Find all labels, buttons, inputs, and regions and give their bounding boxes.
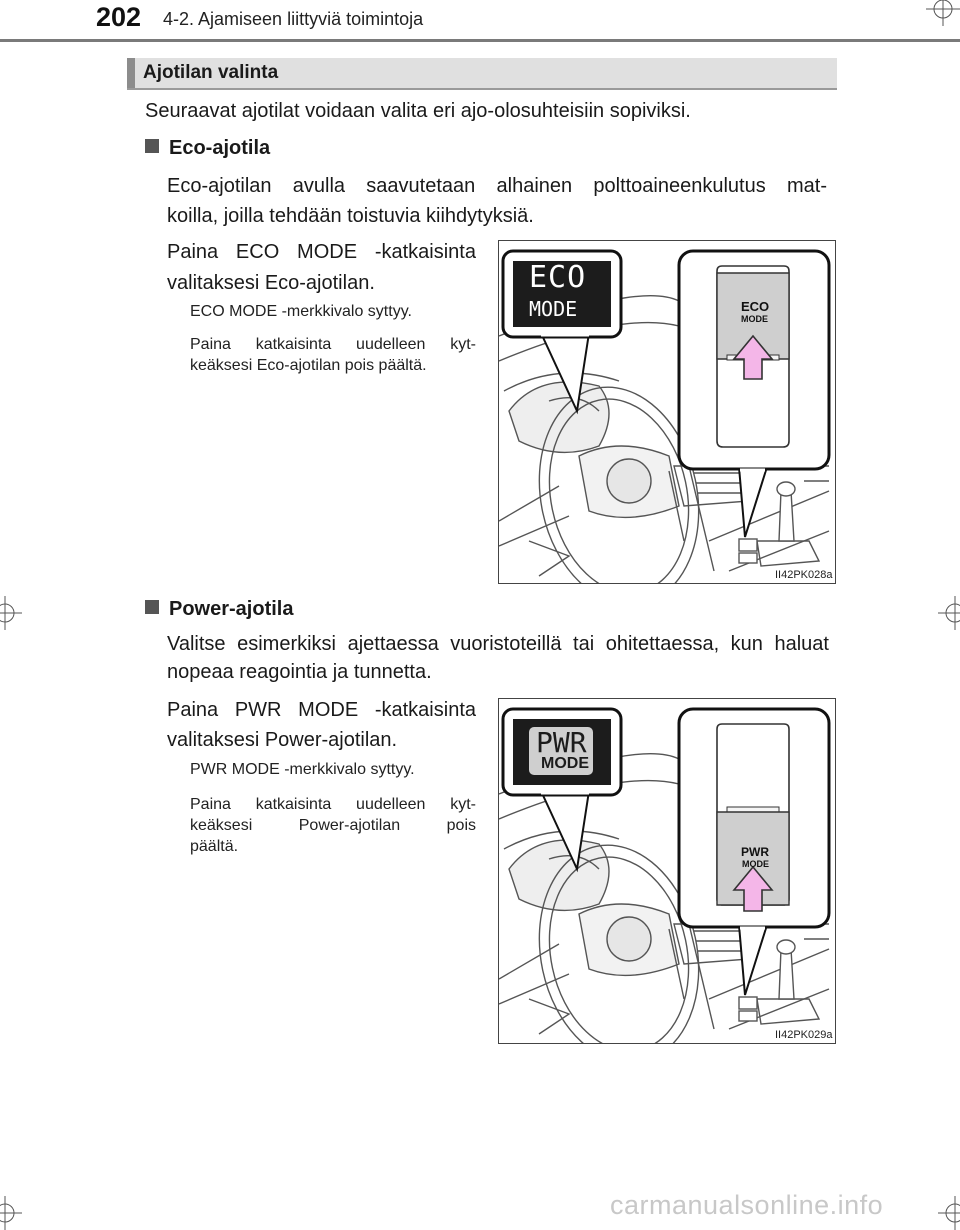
crop-mark-top-right-icon: [926, 0, 960, 26]
chapter-title: 4-2. Ajamiseen liittyviä toimintoja: [163, 9, 424, 29]
section-intro: Seuraavat ajotilat voidaan valita eri ajo-olosuhteisiin sopiviksi.: [145, 100, 691, 122]
eco-note-indicator: ECO MODE -merkkivalo syttyy.: [190, 303, 412, 320]
eco-note-switch-line1: Paina katkaisinta uudelleen kyt-: [190, 336, 476, 353]
eco-press-line1: Paina ECO MODE -katkaisinta: [167, 241, 476, 263]
crop-mark-bottom-left-icon: [0, 1196, 22, 1230]
power-press-line1: Paina PWR MODE -katkaisinta: [167, 699, 476, 721]
header-rule: [0, 39, 960, 42]
eco-description-line1: Eco-ajotilan avulla saavutetaan alhainen polttoaineenkulutus mat-: [167, 175, 827, 197]
power-description-line2: nopeaa reagointia ja tunnetta.: [167, 661, 432, 683]
power-figure-code: II42PK029a: [775, 1029, 833, 1041]
eco-press-line2: valitaksesi Eco-ajotilan.: [167, 272, 375, 294]
power-note-switch-line1: Paina katkaisinta uudelleen kyt-: [190, 796, 476, 813]
power-press-line2: valitaksesi Power-ajotilan.: [167, 729, 398, 751]
power-description-line1: Valitse esimerkiksi ajettaessa vuoristoteillä tai ohitettaessa, kun haluat: [167, 633, 829, 655]
page-number: 202: [96, 2, 142, 32]
section-heading: [127, 58, 837, 90]
power-mode-illustration: [498, 698, 836, 1044]
eco-mode-illustration: [498, 240, 836, 584]
bullet-square-icon: [145, 139, 159, 153]
eco-switch-label-bottom: MODE: [741, 314, 768, 324]
power-indicator-bottom: MODE: [541, 755, 589, 772]
crop-mark-bottom-right-icon: [938, 1196, 960, 1230]
eco-description-line2: koilla, joilla tehdään toistuvia kiihdytyksiä.: [167, 205, 534, 227]
watermark: carmanualsonline.info: [610, 1190, 884, 1220]
eco-indicator-top: ECO: [529, 260, 587, 295]
crop-mark-right-icon: [938, 596, 960, 630]
eco-indicator-bottom: MODE: [529, 297, 578, 321]
power-switch-label-bottom: MODE: [742, 859, 769, 869]
section-accent: [127, 58, 135, 88]
power-note-indicator: PWR MODE -merkkivalo syttyy.: [190, 761, 415, 778]
crop-mark-left-icon: [0, 596, 22, 630]
power-indicator-top: PWR: [536, 726, 587, 759]
section-title: Ajotilan valinta: [143, 62, 279, 83]
eco-figure-code: II42PK028a: [775, 569, 833, 581]
eco-heading: Eco-ajotila: [145, 131, 270, 165]
power-switch-label-top: PWR: [741, 845, 769, 859]
power-heading: Power-ajotila: [145, 592, 293, 626]
eco-note-switch-line2: keäksesi Eco-ajotilan pois päältä.: [190, 357, 427, 374]
bullet-square-icon: [145, 600, 159, 614]
power-note-switch-line3: päältä.: [190, 838, 239, 855]
power-note-switch-line2: keäksesi Power-ajotilan pois: [190, 817, 476, 834]
eco-switch-label-top: ECO: [741, 299, 770, 314]
